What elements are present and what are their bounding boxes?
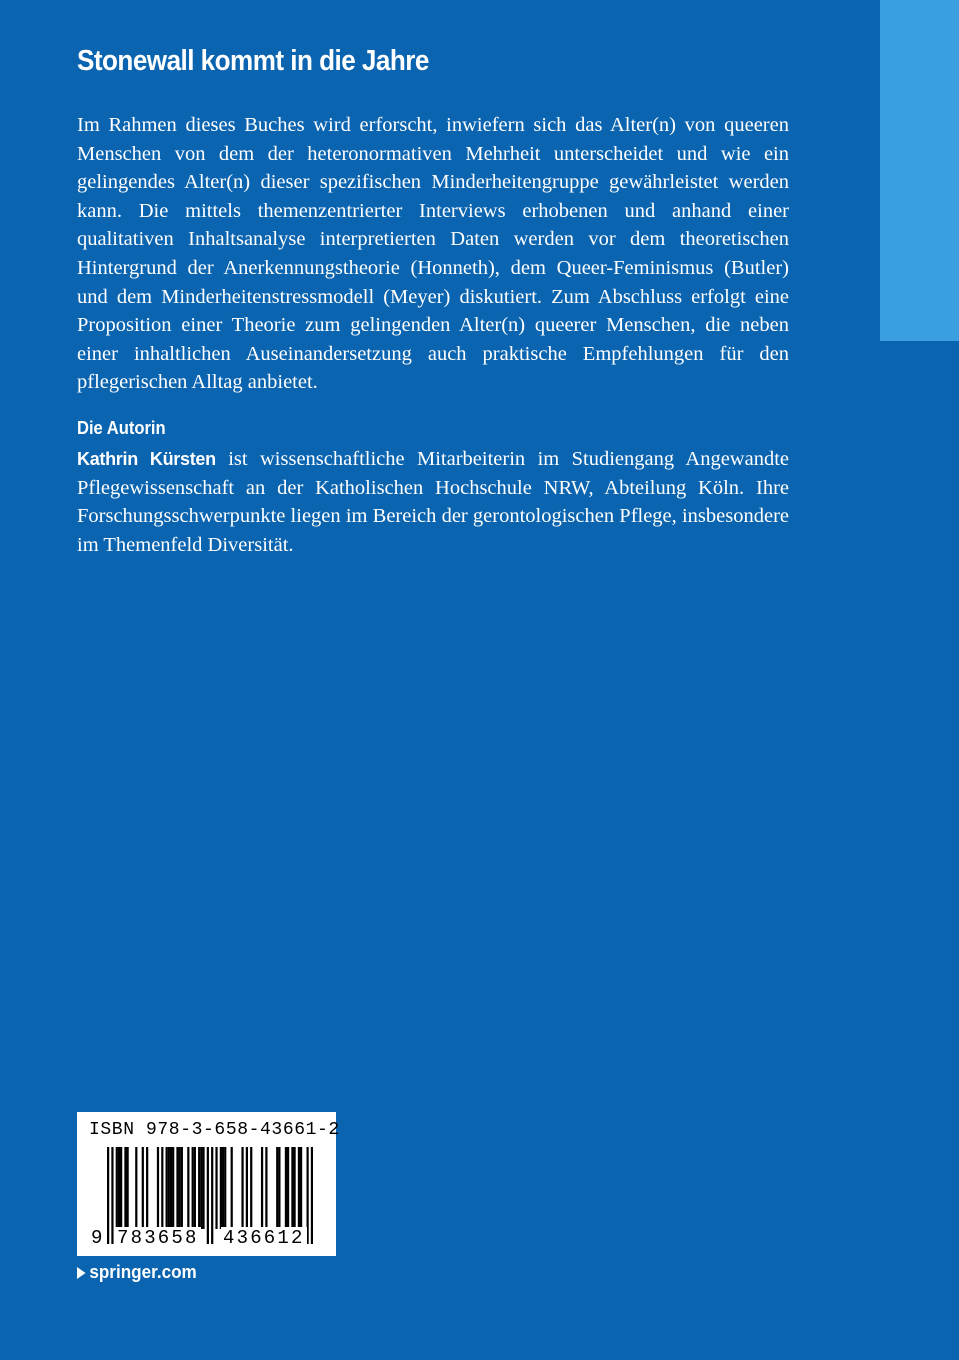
barcode-bar [168,1147,170,1229]
barcode-bar [200,1147,202,1229]
barcode-bar [181,1147,183,1229]
isbn-barcode [77,1112,340,1256]
barcode-bar [166,1147,168,1229]
book-title: Stonewall kommt in die Jahre [77,45,429,77]
barcode-bar [265,1147,267,1229]
barcode-bar [194,1147,196,1229]
isbn-label: ISBN 978-3-658-43661-2 [89,1120,340,1140]
barcode-bar [127,1147,129,1229]
barcode-bar [250,1147,252,1229]
ean-left-group: 783658 [117,1227,199,1249]
barcode-bar [300,1147,302,1229]
barcode-bar [192,1147,194,1229]
barcode-bar [202,1147,204,1229]
ean-digits [77,1227,336,1251]
barcode-bar [287,1147,289,1229]
barcode-bar [170,1147,172,1229]
barcode-bar [291,1147,293,1229]
barcode-bar [215,1147,217,1229]
barcode-bar [116,1147,118,1229]
ean-first-digit: 9 [91,1227,103,1249]
barcode-bar [198,1147,200,1229]
barcode-bar [276,1147,278,1229]
barcode-bar [124,1147,126,1229]
author-heading: Die Autorin [77,418,166,438]
publisher-link[interactable] [77,1262,197,1283]
barcode-bar [293,1147,295,1229]
author-bio [77,445,789,559]
barcode-bar [246,1147,248,1229]
accent-bar [880,0,959,341]
barcode-bar [220,1147,222,1229]
barcode-bar [157,1147,159,1229]
barcode-bar [120,1147,122,1229]
barcode-bar [261,1147,263,1229]
barcode-bar [285,1147,287,1229]
barcode-bar [187,1147,189,1229]
barcode-bar [222,1147,224,1229]
barcode-bar [241,1147,243,1229]
arrow-right-icon [77,1267,86,1279]
barcode-bar [176,1147,178,1229]
barcode-bar [278,1147,280,1229]
barcode-bar [172,1147,174,1229]
barcode-bar [161,1147,163,1229]
ean-right-group: 436612 [223,1227,305,1249]
publisher-link-text[interactable]: springer.com [89,1262,197,1282]
book-description: Im Rahmen dieses Buches wird erforscht, inwiefern sich das Alter(n) von queeren Menschen von dem der heteronormativen Mehrheit unterscheidet und wie ein gelingendes Alter(n) dieser spezifischen Minderheitengruppe gewährleistet werden kann. Die mittels themenzentrierter Interviews erhobenen und anhand einer qualitativen Inhaltsanalyse interpretierten Daten werden vor dem theoretischen Hintergrund der Anerkennungstheorie (Honneth), dem Queer-Feminismus (Butler) und dem Minderheitenstressmodell (Meyer) diskutiert. Zum Abschluss erfolgt eine Proposition einer Theorie zum gelingenden Alter(n) queerer Menschen, die neben einer inhaltlichen Auseinandersetzung auch praktische Empfehlungen für den pflegerischen Alltag anbietet. [77,114,789,394]
author-name: Kathrin Kürsten [77,449,216,469]
barcode-bar [118,1147,120,1229]
barcode-bar [231,1147,233,1229]
barcode-bar [135,1147,137,1229]
author-bio-text: ist wissenschaftliche Mitarbeiterin im Studiengang Angewandte Pflegewissenschaft an der Katholischen Hochschule NRW, Abteilung Köln. Ihre Forschungsschwerpunkte liegen im Bereich der gerontologischen Pflege, insbesondere im Themenfeld Diversität. [77,448,790,556]
barcode-bar [298,1147,300,1229]
barcode-bar [224,1147,226,1229]
barcode-bar [179,1147,181,1229]
barcode-bar [142,1147,144,1229]
barcode-bar [146,1147,148,1229]
